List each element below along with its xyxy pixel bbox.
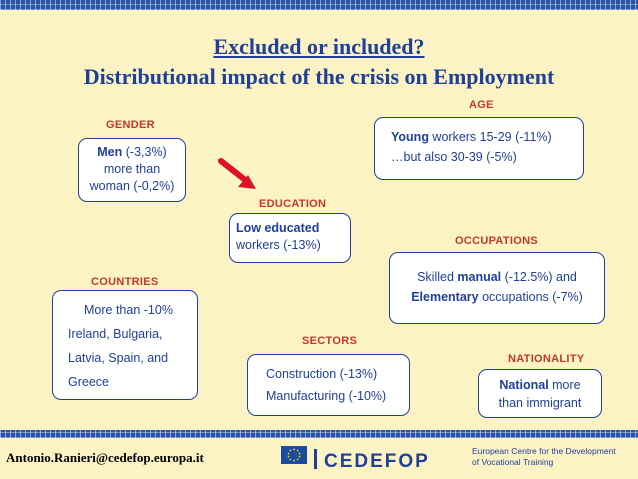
education-box [229,213,351,263]
author-email: Antonio.Ranieri@cedefop.europa.it [6,450,204,465]
gender-line3: woman (-0,2%) [89,179,175,193]
occupations-header: OCCUPATIONS [455,235,538,247]
sectors-line2: Manufacturing (-10%) [266,389,387,403]
gender-line2: more than [103,162,161,176]
nationality-national: National [499,378,549,392]
education-line2: workers (-13%) [236,238,321,252]
gender-box [78,138,186,202]
occupations-box [389,252,605,324]
age-box [374,117,584,180]
gender-men-value: (-3,3%) [122,145,167,159]
nationality-header: NATIONALITY [508,353,585,365]
occupations-pre: Skilled [417,270,458,284]
gender-header: GENDER [106,119,155,131]
cedefop-logo-icon [314,447,462,471]
gender-men-label: Men [97,145,123,159]
top-decorative-band [0,0,638,10]
slide-title: Excluded or included? [213,34,425,59]
countries-line1: More than -10% [84,303,173,317]
countries-header: COUNTRIES [91,276,159,288]
countries-line3: Latvia, Spain, and [68,351,169,365]
organization-line1: European Centre for the Development [472,446,616,456]
occupations-manual: manual [457,270,502,284]
occupations-line2: occupations (-7%) [478,290,583,304]
bottom-decorative-band [0,430,638,438]
organization-name [472,446,632,468]
countries-line2: Ireland, Bulgaria, [68,327,163,341]
age-header: AGE [469,99,494,111]
sectors-header: SECTORS [302,335,358,347]
age-young-value: workers 15-29 (-11%) [428,130,552,144]
age-young-label: Young [391,130,429,144]
nationality-line2: than immigrant [498,396,582,410]
eu-flag-icon [281,446,307,464]
organization-line2: of Vocational Training [472,457,554,467]
occupations-elementary: Elementary [411,290,479,304]
occupations-post: (-12.5%) and [501,270,577,284]
education-header: EDUCATION [259,198,327,210]
nationality-rest: more [548,378,581,392]
sectors-box [247,354,410,416]
nationality-box [478,369,602,418]
cedefop-logo-text: CEDEFOP [324,451,430,471]
red-arrow-icon [218,158,260,192]
countries-line4: Greece [68,375,109,389]
countries-box [52,290,198,400]
slide-subtitle: Distributional impact of the crisis on Employment [83,64,555,89]
education-line1: Low educated [236,221,320,235]
sectors-line1: Construction (-13%) [266,367,378,381]
age-line2: …but also 30-39 (-5%) [391,150,517,164]
